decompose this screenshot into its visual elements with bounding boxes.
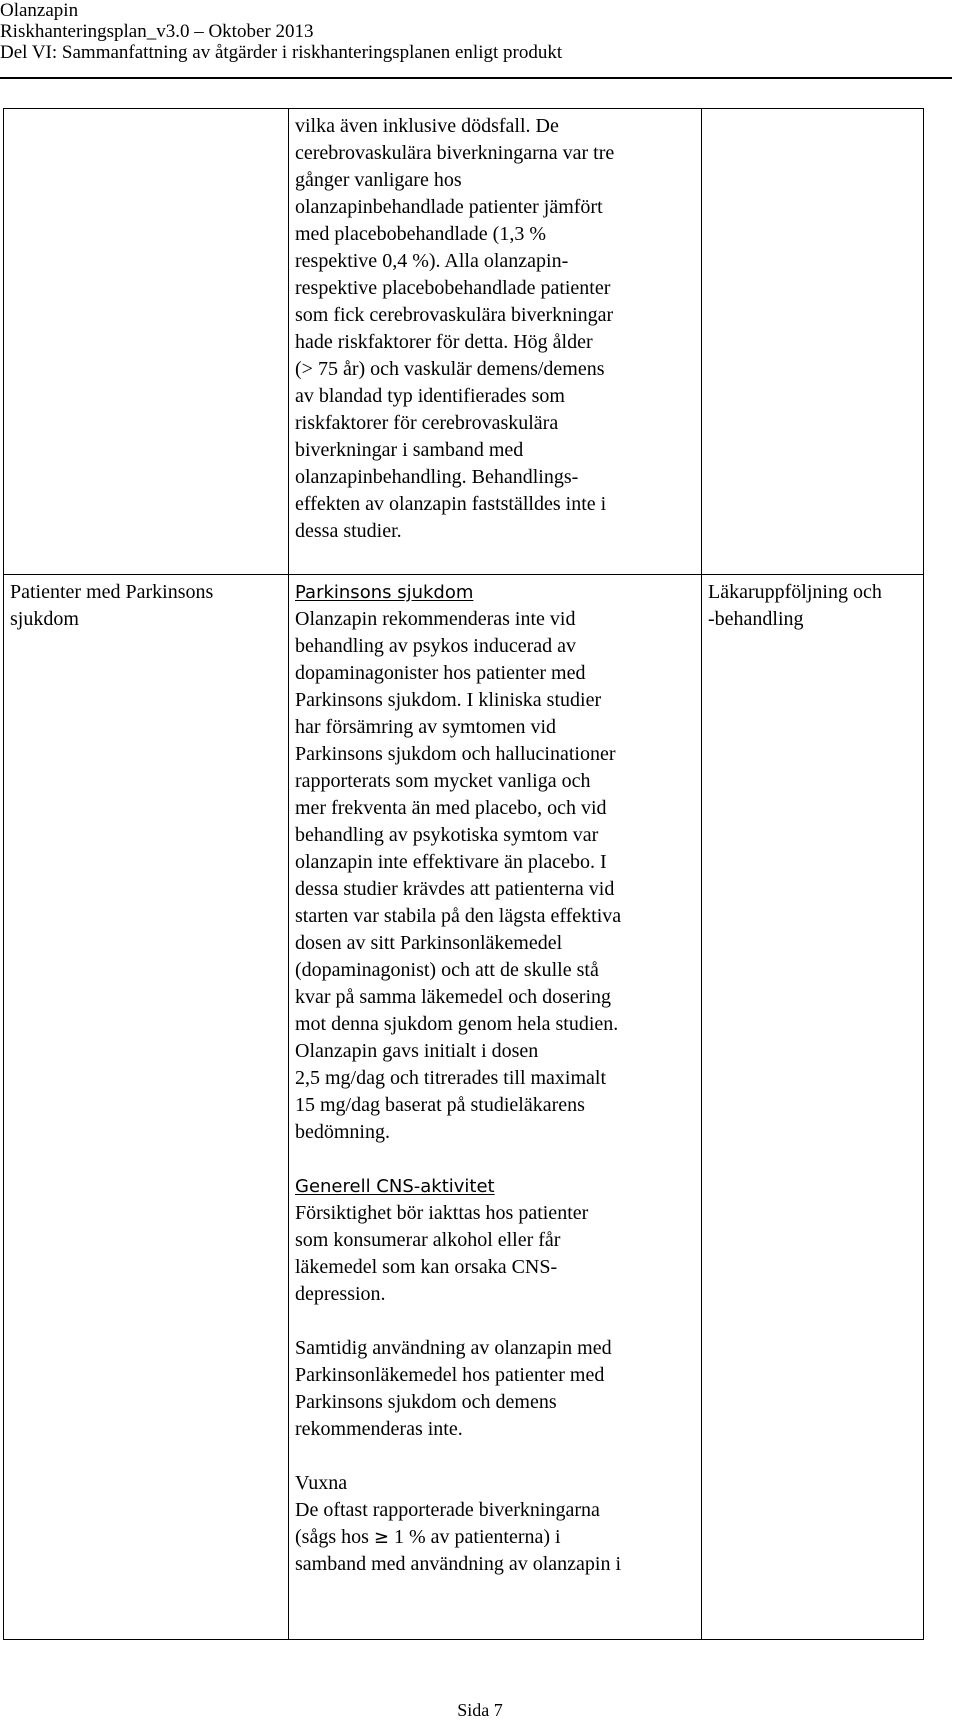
text-line: -behandling [708,608,804,630]
text-line: Parkinsonläkemedel hos patienter med [295,1364,605,1386]
text-line: Olanzapin rekommenderas inte vid [295,608,576,630]
header-plan-version: Riskhanteringsplan_v3.0 – Oktober 2013 [0,21,314,42]
risk-table [3,108,924,1640]
section-heading-cns: Generell CNS-aktivitet [295,1176,495,1197]
text-line: Patienter med Parkinsons [10,581,214,603]
page-number: Sida 7 [457,1700,503,1720]
text-line: rapporterats som mycket vanliga och [295,770,591,792]
text-line: av blandad typ identifierades som [295,385,565,407]
text-line: dessa studier krävdes att patienterna vid [295,878,615,900]
text-line: mot denna sjukdom genom hela studien. [295,1013,619,1035]
text-line: behandling av psykotiska symtom var [295,824,599,846]
text-line: 2,5 mg/dag och titrerades till maximalt [295,1067,607,1089]
row1-col2-cell [289,109,702,575]
text-line: som fick cerebrovaskulära biverkningar [295,304,614,326]
text-line: mer frekventa än med placebo, och vid [295,797,607,819]
text-line: olanzapinbehandling. Behandlings- [295,466,579,488]
text-line: 15 mg/dag baserat på studieläkarens [295,1094,585,1116]
section-text-parkinsons [295,606,695,1146]
text-line: behandling av psykos inducerad av [295,635,577,657]
text-line: starten var stabila på den lägsta effektiva [295,905,622,927]
text-line: (> 75 år) och vaskulär demens/demens [295,358,605,380]
risk-minimisation-measure [708,579,917,633]
header-section: Del VI: Sammanfattning av åtgärder i riskhanteringsplanen enligt produkt [0,42,563,63]
greater-equal-symbol: ≥ [373,1527,389,1548]
section-heading-parkinsons: Parkinsons sjukdom [295,582,474,603]
text-line: Läkaruppföljning och [708,581,882,603]
table-row [4,575,924,1640]
text-line: (dopaminagonist) och att de skulle stå [295,959,599,981]
text-line: Försiktighet bör iakttas hos patienter [295,1202,589,1224]
text-line: kvar på samma läkemedel och dosering [295,986,611,1008]
section-heading-adults: Vuxna [295,1472,348,1494]
text-line: vilka även inklusive dödsfall. De [295,115,559,137]
text-line: med placebobehandlade (1,3 % [295,223,547,245]
row1-col1-cell [4,109,289,575]
text-line: depression. [295,1283,386,1305]
text-line: dosen av sitt Parkinsonläkemedel [295,932,563,954]
section-text-concomitant [295,1335,695,1443]
table-row [4,109,924,575]
text-line: hade riskfaktorer för detta. Hög ålder [295,331,593,353]
header-product: Olanzapin [0,0,79,21]
text-line: Samtidig användning av olanzapin med [295,1337,612,1359]
text-line: respektive 0,4 %). Alla olanzapin- [295,250,569,272]
text-line: dessa studier. [295,520,402,542]
row2-col3-cell [702,575,924,1640]
row1-col3-cell [702,109,924,575]
text-line: effekten av olanzapin fastställdes inte i [295,493,607,515]
text-line: sjukdom [10,608,79,630]
header-rule [0,77,952,79]
text-line: olanzapin inte effektivare än placebo. I [295,851,607,873]
text-line: bedömning. [295,1121,390,1143]
text-line: läkemedel som kan orsaka CNS- [295,1256,558,1278]
text-line: dopaminagonister hos patienter med [295,662,586,684]
text-line: rekommenderas inte. [295,1418,463,1440]
text-line: respektive placebobehandlade patienter [295,277,611,299]
row2-col1-cell [4,575,289,1640]
text-line: har försämring av symtomen vid [295,716,557,738]
section-text-adults: De oftast rapporterade biverkningarna (sågs hos ≥ 1 % av patienterna) i samband med användning av olanzapin i [295,1499,622,1575]
text-line: biverkningar i samband med [295,439,524,461]
section-text-cns [295,1200,695,1308]
text-line: olanzapinbehandlade patienter jämfört [295,196,603,218]
text-line: Parkinsons sjukdom. I kliniska studier [295,689,602,711]
text-line: Parkinsons sjukdom och hallucinationer [295,743,616,765]
text-line: Olanzapin gavs initialt i dosen [295,1040,539,1062]
row1-col2-text [295,113,695,545]
row2-col2-cell [289,575,702,1640]
text-line: gånger vanligare hos [295,169,462,191]
risk-name [10,579,282,633]
text-line: Parkinsons sjukdom och demens [295,1391,557,1413]
text-line: som konsumerar alkohol eller får [295,1229,561,1251]
document-header [0,0,952,63]
text-line: cerebrovaskulära biverkningarna var tre [295,142,615,164]
text-line: riskfaktorer för cerebrovaskulära [295,412,559,434]
